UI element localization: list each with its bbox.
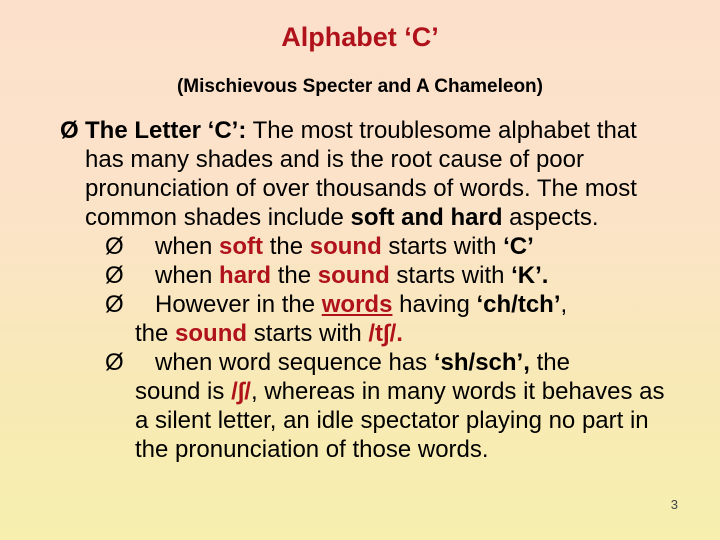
letter-c-lead: The Letter ‘C’: [85,117,247,144]
arrow-bullet-icon: Ø [105,291,124,318]
item-text: the [271,262,318,289]
item-highlight: soft [219,233,264,260]
item-text: starts with [381,233,504,260]
para-text-1: The most troublesome alphabet that has many shades and is the root cause of poor pronunciation of over thousands of words. The most common shades include [85,117,637,231]
item-text: starts with [247,320,369,347]
soft-hard-bold: soft and hard [350,204,503,231]
item-text: when [155,233,220,260]
item-bold: ‘K’. [511,262,549,289]
item-highlight: /t∫/. [368,320,403,347]
item-text: when [155,262,220,289]
item-text: when word sequence has [155,349,434,376]
main-bullet [60,116,680,232]
item-bold: ‘ch/tch’ [476,291,561,318]
sub-bullet-ch [60,290,680,319]
arrow-bullet-icon: Ø [105,262,124,289]
item-bold: ‘C’ [503,233,534,260]
item-text: the [529,349,570,376]
item-text: , whereas in many words it behaves as a silent letter, an idle spectator playing no part in the pronunciation of those words. [135,378,665,463]
slide-content [60,116,680,464]
slide-subtitle: (Mischievous Specter and A Chameleon) [176,76,543,97]
slide-title: Alphabet ‘C’ [281,22,439,52]
sub-bullet-soft [60,232,680,261]
item-text: starts with [389,262,512,289]
item-text: sound is [135,378,232,405]
item-highlight: /∫/ [231,378,251,405]
item-text: having [392,291,477,318]
item-text: , [560,291,568,318]
arrow-bullet-icon: Ø [60,117,79,144]
item-highlight: hard [219,262,272,289]
item-highlight: sound [175,320,248,347]
item-text: the [263,233,310,260]
sub-bullet-ch-continued [60,319,680,348]
sub-bullet-sh-continued [60,377,680,464]
sub-bullet-sh [60,348,680,377]
para-text-2: aspects. [502,204,599,231]
item-text: However in the [155,291,322,318]
arrow-bullet-icon: Ø [105,233,124,260]
item-text: the [135,320,176,347]
item-highlight: words [321,291,393,318]
item-highlight: sound [317,262,390,289]
page-number: 3 [670,497,678,512]
item-bold: ‘sh/sch’, [433,349,530,376]
sub-bullet-hard [60,261,680,290]
arrow-bullet-icon: Ø [105,349,124,376]
item-highlight: sound [309,233,382,260]
